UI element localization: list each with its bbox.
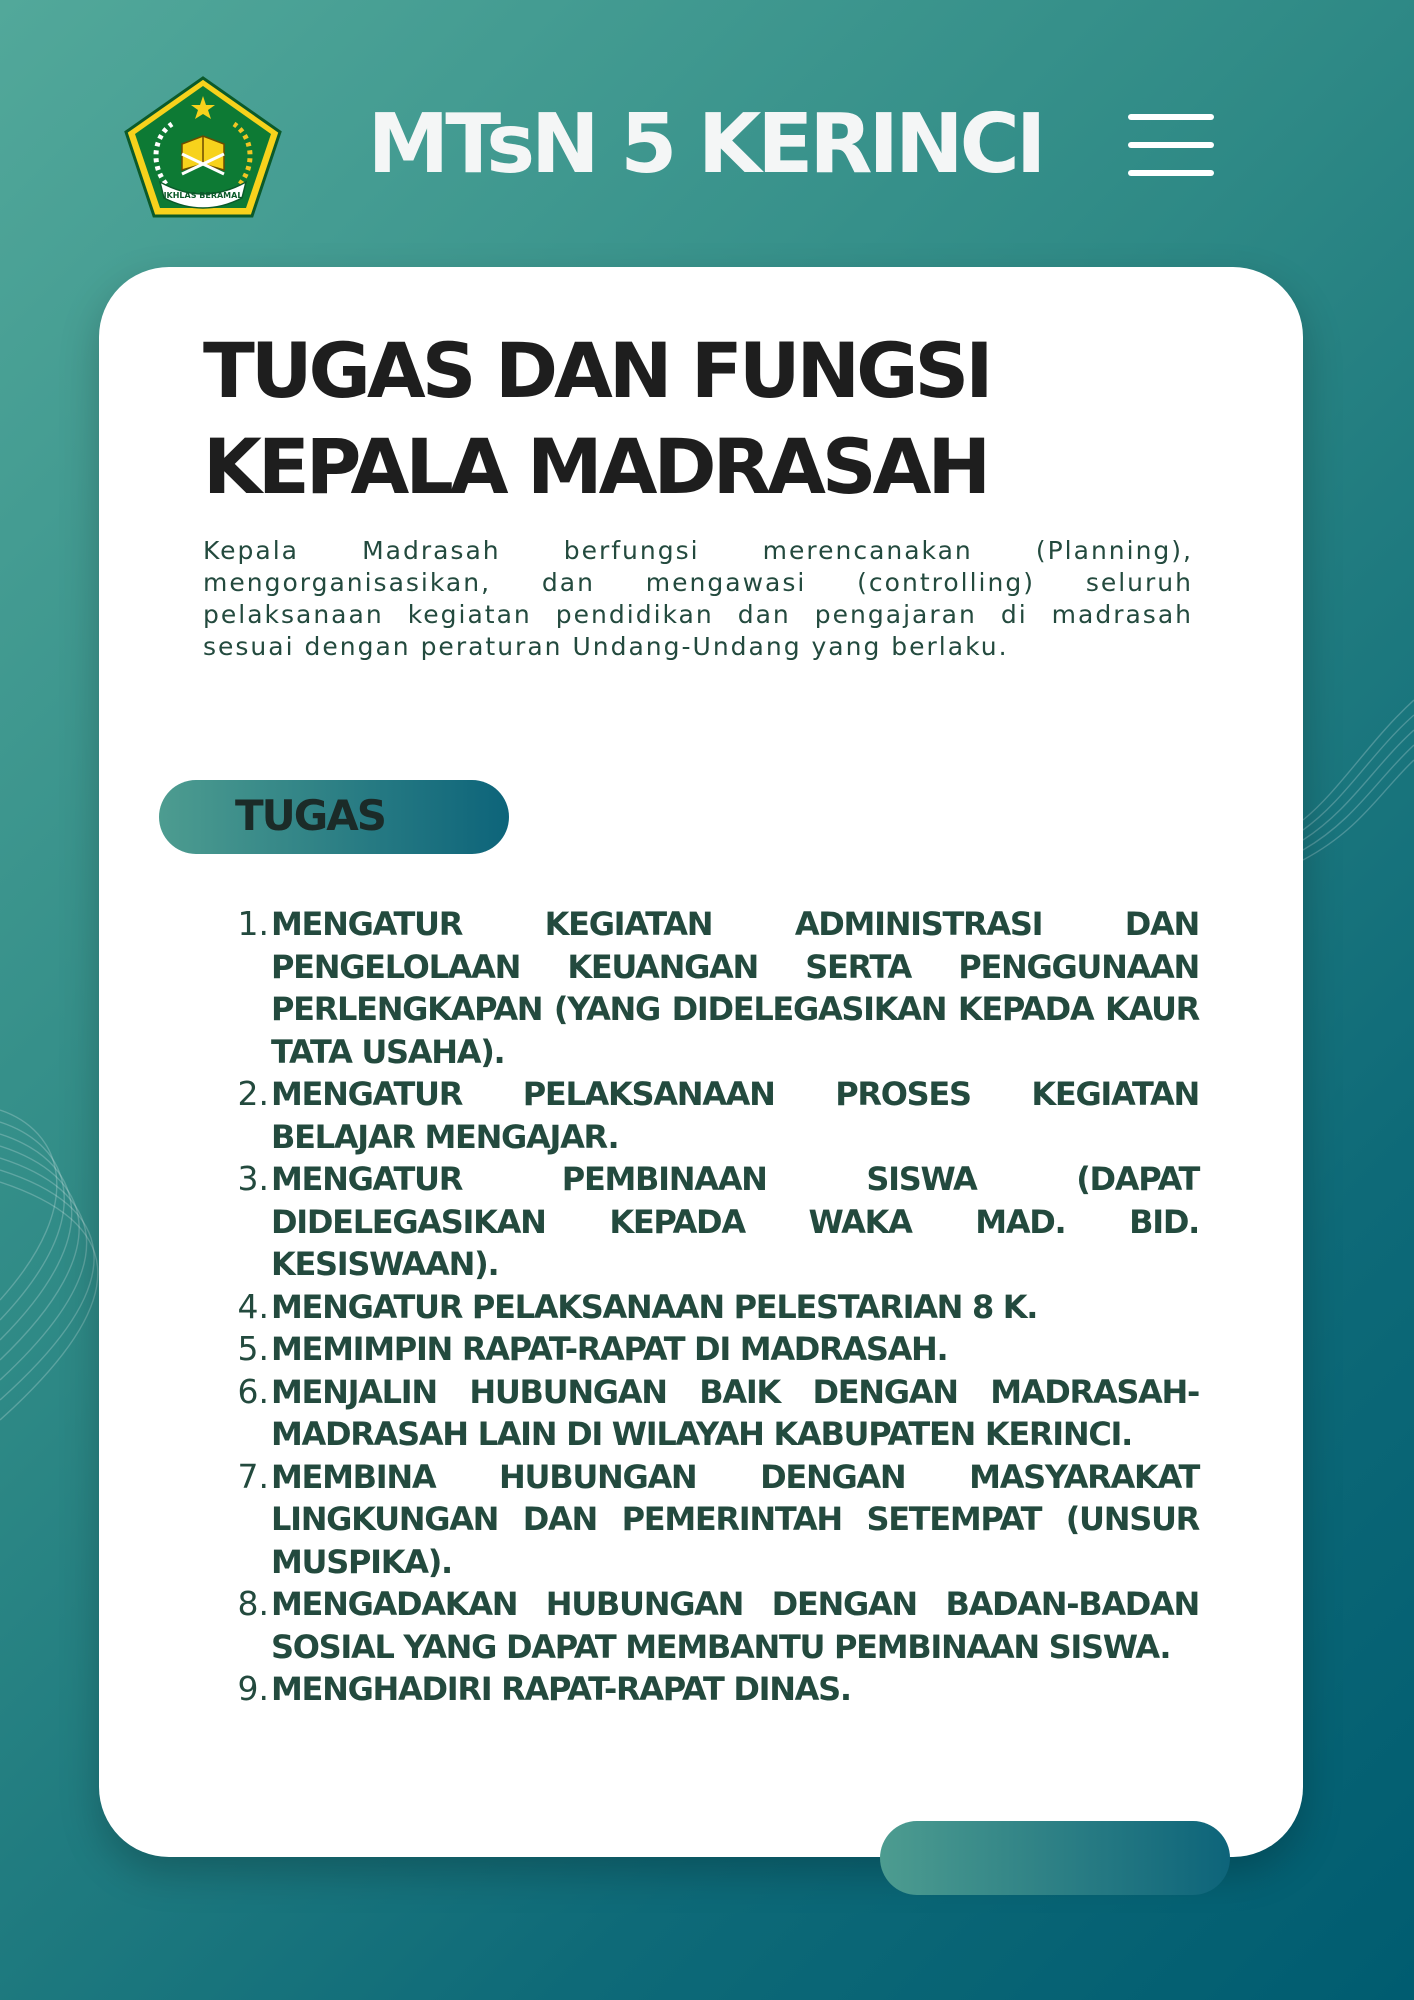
list-item [235, 1583, 1199, 1668]
list-item-number: 2. [237, 1074, 269, 1113]
menu-bar [1128, 114, 1214, 120]
hamburger-menu-icon[interactable] [1128, 114, 1216, 178]
kemenag-emblem-icon [120, 74, 286, 220]
list-item [235, 1456, 1199, 1584]
decorative-bottom-pill [880, 1821, 1230, 1895]
list-item-text: MENGADAKAN HUBUNGAN DENGAN BADAN-BADAN SOSIAL YANG DAPAT MEMBANTU PEMBINAAN SISWA. [271, 1585, 1199, 1666]
logo-ribbon-text: IKHLAS BERAMAL [163, 191, 243, 200]
list-item-text: MENJALIN HUBUNGAN BAIK DENGAN MADRASAH-MADRASAH LAIN DI WILAYAH KABUPATEN KERINCI. [271, 1372, 1199, 1453]
list-item-number: 9. [237, 1669, 269, 1708]
list-item [235, 1371, 1199, 1456]
section-label: TUGAS [235, 791, 385, 840]
list-item [235, 903, 1199, 1073]
list-item [235, 1073, 1199, 1158]
duties-list [235, 903, 1199, 1711]
list-item-text: MENGATUR PEMBINAAN SISWA (DAPAT DIDELEGASIKAN KEPADA WAKA MAD. BID. KESISWAAN). [271, 1160, 1199, 1283]
list-item-number: 6. [237, 1371, 269, 1411]
menu-bar [1128, 170, 1214, 176]
list-item-number: 1. [237, 904, 269, 943]
list-item-number: 8. [237, 1584, 269, 1623]
list-item-number: 3. [237, 1159, 269, 1198]
list-item-text: MENGHADIRI RAPAT-RAPAT DINAS. [271, 1670, 851, 1708]
list-item [235, 1328, 1199, 1371]
page-title-line-2: KEPALA MADRASAH [203, 422, 988, 511]
list-item-text: MEMIMPIN RAPAT-RAPAT DI MADRASAH. [271, 1330, 948, 1368]
list-item-text: MENGATUR PELAKSANAAN PELESTARIAN 8 K. [271, 1287, 1038, 1326]
menu-bar [1128, 142, 1214, 148]
list-item-number: 7. [237, 1456, 269, 1496]
list-item-text: MENGATUR KEGIATAN ADMINISTRASI DAN PENGELOLAAN KEUANGAN SERTA PENGGUNAAN PERLENGKAPAN (YANG DIDELEGASIKAN KEPADA KAUR TATA USAHA). [271, 905, 1199, 1071]
intro-paragraph: Kepala Madrasah berfungsi merencanakan (Planning), mengorganisasikan, dan mengawasi (controlling) seluruh pelaksanaan kegiatan pendidikan dan pengajaran di madrasah sesuai dengan peraturan Undang-Undang yang berlaku. [203, 536, 1193, 661]
list-item-text: MENGATUR PELAKSANAAN PROSES KEGIATAN BELAJAR MENGAJAR. [271, 1075, 1199, 1156]
content-card [99, 267, 1303, 1857]
list-item-text: MEMBINA HUBUNGAN DENGAN MASYARAKAT LINGKUNGAN DAN PEMERINTAH SETEMPAT (UNSUR MUSPIKA). [271, 1457, 1199, 1581]
list-item [235, 1158, 1199, 1286]
list-item [235, 1286, 1199, 1329]
list-item [235, 1668, 1199, 1711]
list-item-number: 5. [237, 1329, 269, 1368]
page-title [203, 323, 1223, 515]
section-label-pill [159, 780, 509, 854]
page-title-line-1: TUGAS DAN FUNGSI [203, 326, 990, 415]
list-item-number: 4. [237, 1286, 269, 1326]
site-title: MTsN 5 KERINCI [367, 97, 1043, 192]
